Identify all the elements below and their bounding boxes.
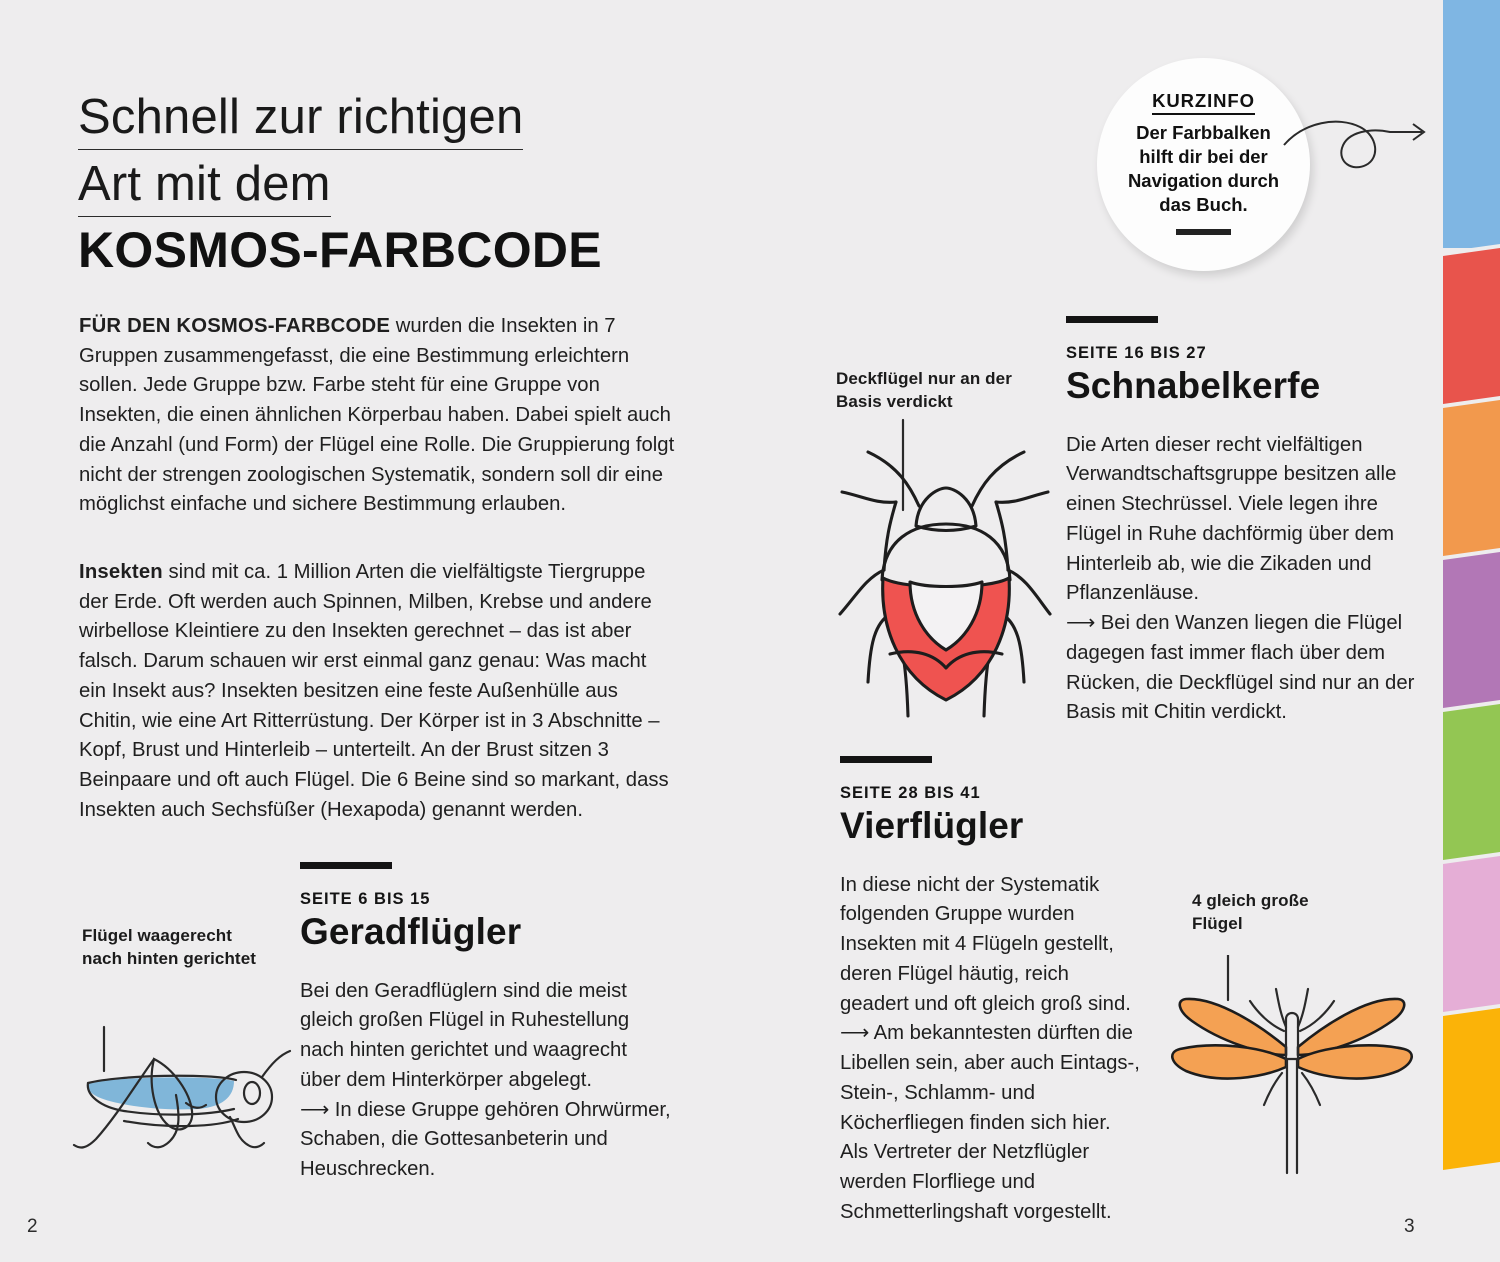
callout-fluegel-waagerecht: Flügel waagerecht nach hinten gerichtet	[82, 926, 257, 968]
intro-paragraph-1-lead: FÜR DEN KOSMOS-FARBCODE	[79, 315, 391, 337]
intro-paragraph-1-text: wurden die Insekten in 7 Gruppen zusammengefasst, die eine Bestimmung erleichtern sollen. Jede Gruppe bzw. Farbe steht für eine Gruppe von Insekten, die einen ähnlichen Körperbau haben. Dabei spielt auch die Anzahl (und Form) der Flügel eine Rolle. Die Gruppierung folgt nicht der strengen zoologischen Systematik, sondern soll dir eine möglichst einfache und sichere Bestimmung erlauben.	[79, 315, 675, 516]
section-geradfluegler	[300, 862, 672, 1185]
kurzinfo-text: Der Farbbalken hilft dir bei der Navigation durch das Buch.	[1127, 122, 1280, 216]
section-pages-geradfluegler: SEITE 6 BIS 15	[300, 890, 431, 908]
color-band-green[interactable]	[1443, 700, 1500, 862]
grasshopper-illustration	[58, 1025, 308, 1215]
color-band-blue[interactable]	[1443, 0, 1500, 248]
color-band-purple[interactable]	[1443, 548, 1500, 710]
intro-paragraph-2-lead: Insekten	[79, 561, 163, 583]
section-title-schnabelkerfe: Schnabelkerfe	[1066, 365, 1321, 406]
page-title-line-1: Schnell zur richtigen	[78, 88, 523, 150]
page-title-emphasis: KOSMOS-FARBCODE	[78, 221, 602, 278]
intro-paragraph-1	[79, 312, 679, 520]
color-band-pink[interactable]	[1443, 852, 1500, 1014]
kurzinfo-heading: KURZINFO	[1152, 90, 1255, 115]
page-title	[78, 88, 718, 276]
section-vierfluegler	[840, 756, 1140, 1228]
section-rule	[1066, 316, 1158, 323]
section-title-vierfluegler: Vierflügler	[840, 805, 1024, 846]
shield-bug-illustration	[826, 418, 1066, 718]
kurzinfo-badge	[1097, 58, 1310, 271]
section-body-schnabelkerfe: Die Arten dieser recht vielfältigen Verwandtschaftsgruppe besitzen alle einen Stechrüssel. Viele legen ihre Flügel in Ruhe dachförmig über dem Hinterleib ab, wie die Zikaden und Pflanzenläuse. ⟶ Bei den Wanzen liegen die Flügel dagegen fast immer flach über dem Rücken, die Deckflügel sind nur an der Basis mit Chitin verdickt.	[1066, 433, 1415, 724]
kurzinfo-underline-rule	[1176, 229, 1231, 235]
color-band-yellow[interactable]	[1443, 1004, 1500, 1172]
section-rule	[300, 862, 392, 869]
kosmos-color-bar[interactable]	[1443, 0, 1500, 1262]
section-pages-vierfluegler: SEITE 28 BIS 41	[840, 784, 981, 802]
color-band-red[interactable]	[1443, 244, 1500, 404]
page-title-line-2: Art mit dem	[78, 155, 331, 217]
intro-paragraph-2-text: sind mit ca. 1 Million Arten die vielfältigste Tiergruppe der Erde. Oft werden auch Spinnen, Milben, Krebse und andere wirbellose Kleintiere zu den Insekten gerechnet – das ist aber falsch. Darum schauen wir erst einmal ganz genau: Was macht ein Insekt aus? Insekten besitzen eine feste Außenhülle aus Chitin, wie eine Art Ritterrüstung. Der Körper ist in 3 Abschnitte – Kopf, Brust und Hinterleib – unterteilt. An der Brust sitzen 3 Beinpaare und oft auch Flügel. Die 6 Beine sind so markant, dass Insekten auch Sechsfüßer (Hexapoda) genannt werden.	[79, 561, 669, 821]
page-number-left: 2	[27, 1216, 38, 1237]
dragonfly-illustration	[1158, 955, 1426, 1175]
callout-deckfluegel: Deckflügel nur an der Basis verdickt	[836, 369, 1012, 411]
intro-paragraph-2	[79, 558, 679, 826]
curly-arrow-icon	[1282, 100, 1447, 185]
section-body-geradfluegler: Bei den Geradflüglern sind die meist gleich großen Flügel in Ruhestellung nach hinten gerichtet und waagrecht über dem Hinterkörper abgelegt. ⟶ In diese Gruppe gehören Ohrwürmer, Schaben, die Gottesanbeterin und Heuschrecken.	[300, 979, 671, 1181]
section-pages-schnabelkerfe: SEITE 16 BIS 27	[1066, 344, 1207, 362]
callout-vier-gleich-grosse-fluegel: 4 gleich große Flügel	[1192, 891, 1309, 933]
color-band-orange[interactable]	[1443, 396, 1500, 558]
section-title-geradfluegler: Geradflügler	[300, 911, 522, 952]
section-body-vierfluegler: In diese nicht der Systematik folgenden Gruppe wurden Insekten mit 4 Flügeln gestellt, deren Flügel häutig, reich geadert und oft gleich groß sind. ⟶ Am bekanntesten dürften die Libellen sein, aber auch Eintags-, Stein-, Schlamm- und Köcherfliegen finden sich hier. Als Vertreter der Netzflügler werden Florfliege und Schmetterlingshaft vorgestellt.	[840, 873, 1140, 1223]
section-schnabelkerfe	[1066, 316, 1418, 728]
section-rule	[840, 756, 932, 763]
page-number-right: 3	[1404, 1216, 1415, 1237]
